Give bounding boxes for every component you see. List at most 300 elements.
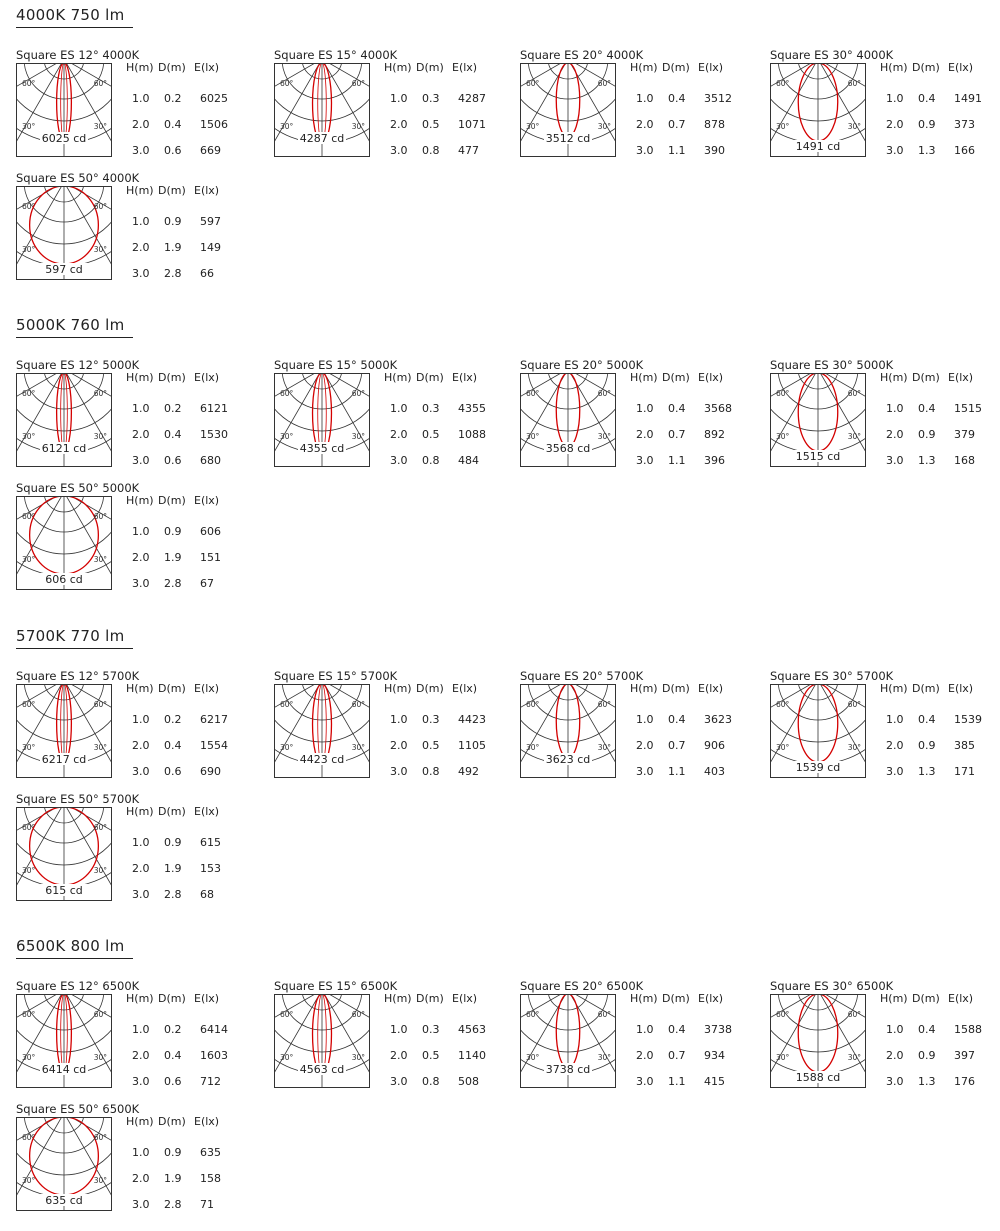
table-cell-h: 3.0 bbox=[390, 1075, 408, 1088]
peak-candela-label: 3623 cd bbox=[545, 753, 591, 766]
table-cell-d: 1.3 bbox=[918, 144, 936, 157]
table-cell-d: 0.4 bbox=[918, 1023, 936, 1036]
table-cell-e: 1530 bbox=[200, 428, 228, 441]
table-cell-e: 892 bbox=[704, 428, 725, 441]
table-cell-h: 1.0 bbox=[132, 92, 150, 105]
table-cell-h: 1.0 bbox=[132, 1146, 150, 1159]
angle-label-30-right: 30° bbox=[847, 432, 861, 441]
table-cell-d: 0.7 bbox=[668, 739, 686, 752]
table-cell-e: 4355 bbox=[458, 402, 486, 415]
angle-label-60-right: 60° bbox=[847, 389, 861, 398]
table-cell-d: 0.2 bbox=[164, 713, 182, 726]
angle-label-60-right: 60° bbox=[93, 202, 107, 211]
angle-label-30-left: 30° bbox=[22, 1053, 36, 1062]
beam-chart-block bbox=[274, 979, 514, 1099]
section-title: 6500K 800 lm bbox=[16, 937, 133, 959]
peak-candela-label: 606 cd bbox=[45, 573, 83, 586]
table-cell-h: 2.0 bbox=[132, 428, 150, 441]
table-cell-d: 1.1 bbox=[668, 1075, 686, 1088]
angle-label-30-left: 30° bbox=[22, 555, 36, 564]
angle-label-60-right: 60° bbox=[93, 512, 107, 521]
table-cell-h: 3.0 bbox=[132, 1198, 150, 1211]
table-cell-h: 3.0 bbox=[636, 765, 654, 778]
table-cell-e: 373 bbox=[954, 118, 975, 131]
chart-title: Square ES 50° 5000K bbox=[16, 481, 140, 495]
beam-chart-block bbox=[770, 358, 1000, 478]
table-cell-e: 1491 bbox=[954, 92, 982, 105]
table-header: D(m) bbox=[912, 992, 940, 1005]
angle-label-30-right: 30° bbox=[847, 743, 861, 752]
table-cell-h: 1.0 bbox=[132, 215, 150, 228]
table-cell-e: 153 bbox=[200, 862, 221, 875]
table-cell-e: 149 bbox=[200, 241, 221, 254]
table-cell-h: 2.0 bbox=[132, 241, 150, 254]
table-cell-d: 0.6 bbox=[164, 454, 182, 467]
angle-label-30-left: 30° bbox=[776, 432, 790, 441]
angle-label-60-left: 60° bbox=[22, 823, 36, 832]
table-cell-h: 3.0 bbox=[886, 454, 904, 467]
peak-candela-label: 597 cd bbox=[45, 263, 83, 276]
table-cell-e: 171 bbox=[954, 765, 975, 778]
table-cell-h: 2.0 bbox=[390, 428, 408, 441]
table-cell-d: 0.3 bbox=[422, 402, 440, 415]
table-header: E(lx) bbox=[194, 1115, 220, 1128]
angle-label-60-right: 60° bbox=[93, 79, 107, 88]
angle-label-60-right: 60° bbox=[351, 79, 365, 88]
table-cell-e: 1588 bbox=[954, 1023, 982, 1036]
table-cell-e: 397 bbox=[954, 1049, 975, 1062]
peak-candela-label: 615 cd bbox=[45, 884, 83, 897]
chart-title: Square ES 12° 4000K bbox=[16, 48, 140, 62]
table-cell-h: 3.0 bbox=[132, 454, 150, 467]
peak-candela-label: 3512 cd bbox=[545, 132, 591, 145]
peak-candela-label: 6414 cd bbox=[41, 1063, 87, 1076]
peak-candela-label: 6121 cd bbox=[41, 442, 87, 455]
table-cell-h: 1.0 bbox=[132, 525, 150, 538]
table-header: E(lx) bbox=[194, 184, 220, 197]
angle-label-60-right: 60° bbox=[351, 389, 365, 398]
table-cell-d: 1.3 bbox=[918, 454, 936, 467]
table-cell-d: 0.3 bbox=[422, 92, 440, 105]
table-cell-h: 3.0 bbox=[390, 454, 408, 467]
peak-candela-label: 1539 cd bbox=[795, 761, 841, 774]
table-cell-d: 0.4 bbox=[918, 402, 936, 415]
table-cell-d: 0.9 bbox=[164, 525, 182, 538]
polar-candela-chart bbox=[520, 63, 616, 157]
angle-label-60-right: 60° bbox=[847, 79, 861, 88]
angle-label-30-left: 30° bbox=[22, 1176, 36, 1185]
table-cell-h: 3.0 bbox=[636, 1075, 654, 1088]
table-cell-d: 0.4 bbox=[668, 92, 686, 105]
angle-label-60-right: 60° bbox=[93, 1010, 107, 1019]
angle-label-60-right: 60° bbox=[351, 1010, 365, 1019]
peak-candela-label: 6217 cd bbox=[41, 753, 87, 766]
angle-label-30-left: 30° bbox=[526, 743, 540, 752]
polar-candela-chart bbox=[770, 994, 866, 1088]
table-cell-e: 878 bbox=[704, 118, 725, 131]
angle-label-30-right: 30° bbox=[93, 555, 107, 564]
table-cell-d: 1.1 bbox=[668, 144, 686, 157]
table-cell-h: 2.0 bbox=[886, 118, 904, 131]
beam-chart-block bbox=[16, 481, 256, 601]
table-header: D(m) bbox=[416, 682, 444, 695]
table-cell-h: 1.0 bbox=[132, 836, 150, 849]
chart-title: Square ES 30° 5000K bbox=[770, 358, 894, 372]
table-cell-h: 2.0 bbox=[636, 739, 654, 752]
angle-label-30-right: 30° bbox=[93, 245, 107, 254]
table-cell-e: 151 bbox=[200, 551, 221, 564]
chart-title: Square ES 15° 6500K bbox=[274, 979, 398, 993]
table-cell-e: 6217 bbox=[200, 713, 228, 726]
table-header: H(m) bbox=[126, 992, 154, 1005]
table-cell-d: 0.8 bbox=[422, 1075, 440, 1088]
table-cell-e: 3623 bbox=[704, 713, 732, 726]
table-header: E(lx) bbox=[948, 371, 974, 384]
angle-label-60-right: 60° bbox=[93, 1133, 107, 1142]
table-header: D(m) bbox=[158, 682, 186, 695]
section-title: 5000K 760 lm bbox=[16, 316, 133, 338]
beam-chart-block bbox=[770, 669, 1000, 789]
table-header: D(m) bbox=[158, 184, 186, 197]
table-header: E(lx) bbox=[698, 61, 724, 74]
angle-label-30-left: 30° bbox=[776, 1053, 790, 1062]
angle-label-60-right: 60° bbox=[597, 700, 611, 709]
angle-label-60-left: 60° bbox=[22, 389, 36, 398]
table-header: H(m) bbox=[126, 184, 154, 197]
table-header: D(m) bbox=[662, 682, 690, 695]
table-cell-d: 1.1 bbox=[668, 765, 686, 778]
table-cell-e: 712 bbox=[200, 1075, 221, 1088]
table-cell-e: 1506 bbox=[200, 118, 228, 131]
table-cell-d: 1.1 bbox=[668, 454, 686, 467]
table-cell-e: 176 bbox=[954, 1075, 975, 1088]
polar-candela-chart bbox=[770, 684, 866, 778]
table-cell-d: 0.6 bbox=[164, 765, 182, 778]
table-header: E(lx) bbox=[698, 371, 724, 384]
angle-label-30-right: 30° bbox=[351, 743, 365, 752]
angle-label-30-left: 30° bbox=[280, 122, 294, 131]
polar-candela-chart bbox=[16, 186, 112, 280]
angle-label-30-left: 30° bbox=[22, 743, 36, 752]
table-cell-e: 415 bbox=[704, 1075, 725, 1088]
angle-label-60-right: 60° bbox=[93, 389, 107, 398]
table-cell-d: 0.4 bbox=[918, 713, 936, 726]
table-cell-d: 0.7 bbox=[668, 1049, 686, 1062]
table-header: E(lx) bbox=[194, 371, 220, 384]
angle-label-30-left: 30° bbox=[280, 743, 294, 752]
table-header: E(lx) bbox=[194, 805, 220, 818]
table-cell-d: 0.8 bbox=[422, 765, 440, 778]
table-cell-h: 2.0 bbox=[132, 1049, 150, 1062]
polar-candela-chart bbox=[520, 994, 616, 1088]
table-cell-e: 379 bbox=[954, 428, 975, 441]
angle-label-30-right: 30° bbox=[597, 432, 611, 441]
table-cell-d: 2.8 bbox=[164, 267, 182, 280]
table-cell-h: 2.0 bbox=[390, 118, 408, 131]
table-cell-h: 1.0 bbox=[390, 92, 408, 105]
polar-candela-chart bbox=[16, 1117, 112, 1211]
beam-chart-block bbox=[274, 358, 514, 478]
table-cell-e: 67 bbox=[200, 577, 214, 590]
table-header: H(m) bbox=[126, 1115, 154, 1128]
table-cell-h: 2.0 bbox=[886, 739, 904, 752]
table-cell-h: 2.0 bbox=[636, 1049, 654, 1062]
table-header: D(m) bbox=[416, 992, 444, 1005]
table-cell-d: 0.3 bbox=[422, 1023, 440, 1036]
table-cell-e: 477 bbox=[458, 144, 479, 157]
chart-title: Square ES 20° 6500K bbox=[520, 979, 644, 993]
peak-candela-label: 1491 cd bbox=[795, 140, 841, 153]
chart-title: Square ES 15° 5000K bbox=[274, 358, 398, 372]
table-header: H(m) bbox=[126, 494, 154, 507]
table-cell-e: 1071 bbox=[458, 118, 486, 131]
table-cell-d: 0.8 bbox=[422, 454, 440, 467]
table-header: D(m) bbox=[158, 992, 186, 1005]
table-cell-d: 0.9 bbox=[164, 836, 182, 849]
table-cell-e: 680 bbox=[200, 454, 221, 467]
beam-chart-block bbox=[520, 669, 760, 789]
angle-label-60-right: 60° bbox=[597, 1010, 611, 1019]
table-header: E(lx) bbox=[452, 992, 478, 1005]
table-cell-d: 0.5 bbox=[422, 428, 440, 441]
table-cell-h: 1.0 bbox=[132, 1023, 150, 1036]
angle-label-60-left: 60° bbox=[526, 389, 540, 398]
table-cell-h: 3.0 bbox=[132, 144, 150, 157]
table-cell-e: 3738 bbox=[704, 1023, 732, 1036]
table-cell-e: 635 bbox=[200, 1146, 221, 1159]
polar-candela-chart bbox=[770, 63, 866, 157]
table-cell-e: 168 bbox=[954, 454, 975, 467]
table-cell-d: 0.9 bbox=[918, 118, 936, 131]
angle-label-60-right: 60° bbox=[847, 700, 861, 709]
polar-candela-chart bbox=[274, 684, 370, 778]
table-cell-d: 0.4 bbox=[668, 713, 686, 726]
table-cell-e: 1515 bbox=[954, 402, 982, 415]
angle-label-60-left: 60° bbox=[526, 1010, 540, 1019]
angle-label-30-left: 30° bbox=[776, 122, 790, 131]
angle-label-60-left: 60° bbox=[776, 389, 790, 398]
chart-title: Square ES 12° 5000K bbox=[16, 358, 140, 372]
table-cell-h: 3.0 bbox=[636, 144, 654, 157]
angle-label-60-right: 60° bbox=[597, 79, 611, 88]
table-cell-d: 1.9 bbox=[164, 862, 182, 875]
angle-label-60-left: 60° bbox=[526, 700, 540, 709]
table-header: D(m) bbox=[912, 371, 940, 384]
table-cell-e: 4563 bbox=[458, 1023, 486, 1036]
table-header: E(lx) bbox=[194, 682, 220, 695]
angle-label-60-left: 60° bbox=[280, 389, 294, 398]
section-title: 5700K 770 lm bbox=[16, 627, 133, 649]
polar-candela-chart bbox=[16, 496, 112, 590]
angle-label-30-right: 30° bbox=[351, 1053, 365, 1062]
beam-chart-block bbox=[770, 979, 1000, 1099]
angle-label-60-left: 60° bbox=[22, 79, 36, 88]
table-cell-e: 669 bbox=[200, 144, 221, 157]
table-cell-d: 0.5 bbox=[422, 739, 440, 752]
table-header: H(m) bbox=[126, 371, 154, 384]
angle-label-30-right: 30° bbox=[597, 122, 611, 131]
table-header: E(lx) bbox=[452, 682, 478, 695]
angle-label-30-right: 30° bbox=[93, 866, 107, 875]
chart-title: Square ES 20° 4000K bbox=[520, 48, 644, 62]
angle-label-60-left: 60° bbox=[776, 1010, 790, 1019]
polar-candela-chart bbox=[16, 373, 112, 467]
polar-candela-chart bbox=[274, 994, 370, 1088]
peak-candela-label: 1588 cd bbox=[795, 1071, 841, 1084]
table-cell-h: 2.0 bbox=[886, 428, 904, 441]
section-title: 4000K 750 lm bbox=[16, 6, 133, 28]
table-cell-d: 1.3 bbox=[918, 1075, 936, 1088]
angle-label-60-left: 60° bbox=[280, 700, 294, 709]
angle-label-60-right: 60° bbox=[93, 823, 107, 832]
beam-chart-block bbox=[520, 979, 760, 1099]
table-cell-h: 3.0 bbox=[132, 577, 150, 590]
table-cell-d: 2.8 bbox=[164, 1198, 182, 1211]
chart-title: Square ES 30° 6500K bbox=[770, 979, 894, 993]
table-cell-h: 3.0 bbox=[886, 1075, 904, 1088]
table-cell-d: 0.4 bbox=[164, 118, 182, 131]
angle-label-30-right: 30° bbox=[93, 1053, 107, 1062]
table-cell-e: 66 bbox=[200, 267, 214, 280]
table-header: H(m) bbox=[384, 61, 412, 74]
table-cell-e: 484 bbox=[458, 454, 479, 467]
table-cell-h: 1.0 bbox=[636, 402, 654, 415]
angle-label-60-left: 60° bbox=[280, 1010, 294, 1019]
beam-chart-block bbox=[16, 1102, 256, 1222]
table-cell-e: 492 bbox=[458, 765, 479, 778]
table-cell-h: 2.0 bbox=[390, 1049, 408, 1062]
table-cell-e: 396 bbox=[704, 454, 725, 467]
angle-label-60-left: 60° bbox=[22, 202, 36, 211]
table-cell-e: 158 bbox=[200, 1172, 221, 1185]
table-cell-d: 0.4 bbox=[164, 1049, 182, 1062]
polar-candela-chart bbox=[770, 373, 866, 467]
table-cell-e: 508 bbox=[458, 1075, 479, 1088]
angle-label-30-left: 30° bbox=[22, 245, 36, 254]
chart-title: Square ES 50° 5700K bbox=[16, 792, 140, 806]
table-cell-d: 0.4 bbox=[164, 428, 182, 441]
table-cell-d: 0.4 bbox=[164, 739, 182, 752]
table-cell-d: 0.4 bbox=[668, 402, 686, 415]
angle-label-30-right: 30° bbox=[351, 432, 365, 441]
table-header: E(lx) bbox=[948, 682, 974, 695]
table-header: D(m) bbox=[662, 371, 690, 384]
table-cell-h: 3.0 bbox=[636, 454, 654, 467]
table-cell-e: 934 bbox=[704, 1049, 725, 1062]
table-cell-d: 0.7 bbox=[668, 428, 686, 441]
table-header: H(m) bbox=[384, 371, 412, 384]
beam-chart-block bbox=[16, 669, 256, 789]
angle-label-30-left: 30° bbox=[526, 1053, 540, 1062]
beam-chart-block bbox=[520, 358, 760, 478]
table-header: D(m) bbox=[912, 682, 940, 695]
table-header: E(lx) bbox=[948, 61, 974, 74]
table-cell-e: 615 bbox=[200, 836, 221, 849]
table-cell-h: 3.0 bbox=[390, 765, 408, 778]
table-cell-d: 0.9 bbox=[918, 739, 936, 752]
table-header: D(m) bbox=[662, 61, 690, 74]
table-cell-d: 0.5 bbox=[422, 1049, 440, 1062]
beam-chart-block bbox=[16, 358, 256, 478]
table-header: E(lx) bbox=[698, 682, 724, 695]
peak-candela-label: 4423 cd bbox=[299, 753, 345, 766]
beam-chart-block bbox=[770, 48, 1000, 168]
table-cell-e: 1554 bbox=[200, 739, 228, 752]
table-header: H(m) bbox=[126, 682, 154, 695]
beam-chart-block bbox=[16, 979, 256, 1099]
angle-label-60-right: 60° bbox=[351, 700, 365, 709]
table-cell-d: 0.9 bbox=[918, 428, 936, 441]
table-header: D(m) bbox=[158, 494, 186, 507]
beam-chart-block bbox=[274, 48, 514, 168]
table-header: D(m) bbox=[158, 805, 186, 818]
angle-label-30-right: 30° bbox=[597, 1053, 611, 1062]
table-cell-h: 1.0 bbox=[390, 402, 408, 415]
angle-label-60-right: 60° bbox=[597, 389, 611, 398]
peak-candela-label: 3738 cd bbox=[545, 1063, 591, 1076]
angle-label-60-right: 60° bbox=[93, 700, 107, 709]
beam-chart-block bbox=[274, 669, 514, 789]
table-cell-e: 1603 bbox=[200, 1049, 228, 1062]
chart-title: Square ES 15° 4000K bbox=[274, 48, 398, 62]
table-cell-d: 0.9 bbox=[164, 215, 182, 228]
angle-label-60-left: 60° bbox=[280, 79, 294, 88]
table-cell-e: 71 bbox=[200, 1198, 214, 1211]
table-cell-e: 390 bbox=[704, 144, 725, 157]
chart-title: Square ES 30° 5700K bbox=[770, 669, 894, 683]
table-cell-d: 0.4 bbox=[668, 1023, 686, 1036]
table-cell-h: 1.0 bbox=[636, 92, 654, 105]
table-header: H(m) bbox=[126, 61, 154, 74]
table-cell-h: 3.0 bbox=[132, 1075, 150, 1088]
table-header: E(lx) bbox=[194, 61, 220, 74]
table-cell-h: 2.0 bbox=[132, 862, 150, 875]
angle-label-30-left: 30° bbox=[526, 122, 540, 131]
table-cell-h: 2.0 bbox=[132, 551, 150, 564]
angle-label-30-right: 30° bbox=[93, 743, 107, 752]
angle-label-60-left: 60° bbox=[776, 79, 790, 88]
table-header: D(m) bbox=[662, 992, 690, 1005]
angle-label-30-right: 30° bbox=[93, 1176, 107, 1185]
table-cell-h: 1.0 bbox=[886, 92, 904, 105]
angle-label-30-right: 30° bbox=[597, 743, 611, 752]
table-cell-e: 403 bbox=[704, 765, 725, 778]
table-header: H(m) bbox=[880, 371, 908, 384]
table-cell-d: 1.9 bbox=[164, 1172, 182, 1185]
polar-candela-chart bbox=[16, 994, 112, 1088]
table-cell-h: 1.0 bbox=[886, 1023, 904, 1036]
angle-label-30-right: 30° bbox=[351, 122, 365, 131]
table-cell-h: 2.0 bbox=[636, 428, 654, 441]
table-header: D(m) bbox=[158, 61, 186, 74]
table-cell-e: 690 bbox=[200, 765, 221, 778]
table-cell-e: 385 bbox=[954, 739, 975, 752]
table-cell-d: 0.2 bbox=[164, 402, 182, 415]
peak-candela-label: 635 cd bbox=[45, 1194, 83, 1207]
table-cell-h: 3.0 bbox=[886, 765, 904, 778]
angle-label-30-right: 30° bbox=[847, 1053, 861, 1062]
table-cell-h: 3.0 bbox=[886, 144, 904, 157]
table-cell-d: 2.8 bbox=[164, 888, 182, 901]
table-cell-d: 0.7 bbox=[668, 118, 686, 131]
table-cell-e: 68 bbox=[200, 888, 214, 901]
peak-candela-label: 1515 cd bbox=[795, 450, 841, 463]
table-cell-e: 1140 bbox=[458, 1049, 486, 1062]
table-cell-h: 2.0 bbox=[132, 118, 150, 131]
polar-candela-chart bbox=[520, 373, 616, 467]
table-cell-d: 2.8 bbox=[164, 577, 182, 590]
table-cell-d: 1.9 bbox=[164, 241, 182, 254]
